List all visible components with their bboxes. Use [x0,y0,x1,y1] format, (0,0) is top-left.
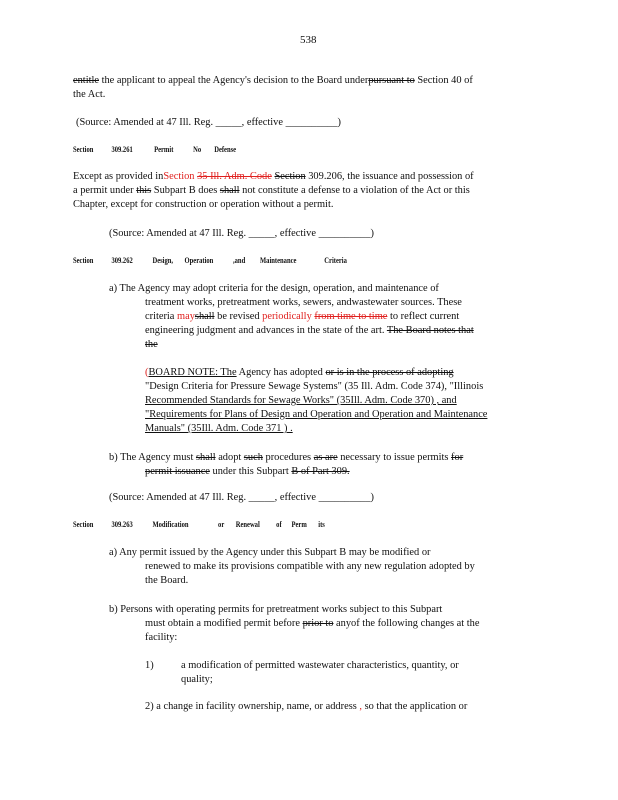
strike-entitle: entitle [73,75,99,86]
pb-line2: permit issuance under this Subpart B of Part 309. [145,466,350,477]
pb2-line2: must obtain a modified permit before prior to anyof the following changes at the [145,618,480,629]
source-note-2: (Source: Amended at 47 Ill. Reg. _____, effective __________) [109,228,374,239]
pa-line2: treatment works, pretreatment works, sewers, andwastewater sources. These [145,297,462,308]
pa2-line1: a) Any permit issued by the Agency under this Subpart B may be modified or [109,547,431,558]
p2-line3: Chapter, except for construction or operation without a permit. [73,199,334,210]
strike-pursuant: pursuant to [368,75,415,86]
p2-line1: Except as provided inSection 35 Ill. Adm. Code Section 309.206, the issuance and possession of [73,171,474,182]
source-note-3: (Source: Amended at 47 Ill. Reg. _____, effective __________) [109,492,374,503]
section-309-263-heading: Section 309.263 Modification or Renewal of Perm its [73,520,325,529]
note-line1: (BOARD NOTE: The Agency has adopted or is in the process of adopting [145,367,454,378]
item1-line1: a modification of permitted wastewater characteristics, quantity, or [181,660,459,671]
pa2-line3: the Board. [145,575,189,586]
pb-line1: b) The Agency must shall adopt such procedures as are necessary to issue permits for [109,452,464,463]
item1-number: 1) [145,660,154,671]
source-note-1: (Source: Amended at 47 Ill. Reg. _____, effective __________) [76,117,341,128]
note-line2: "Design Criteria for Pressure Sewage Systems" (35 Ill. Adm. Code 374), "Illinois [145,381,484,392]
pa-line1: a) The Agency may adopt criteria for the design, operation, and maintenance of [109,283,439,294]
p1-line2: the Act. [73,89,106,100]
p2-line2: a permit under this Subpart B does shall not constitute a defense to a violation of the Act or this [73,185,470,196]
note-line4: "Requirements for Plans of Design and Operation and Operation and Maintenance [145,409,488,420]
pa-line4: engineering judgment and advances in the state of the art. The Board notes that [145,325,474,336]
pa-line5: the [145,339,158,350]
pa2-line2: renewed to make its provisions compatible with any new regulation adopted by [145,561,475,572]
note-line3: Recommended Standards for Sewage Works" (35Ill. Adm. Code 370) , and [145,395,457,406]
p1-line1: entitle the applicant to appeal the Agency's decision to the Board underpursuant to Section 40 of [73,75,473,86]
item2-line1: 2) a change in facility ownership, name, or address , so that the application or [145,701,468,712]
page-number: 538 [300,34,317,46]
section-309-261-heading: Section 309.261 Permit No Defense [73,145,237,154]
item1-line2: quality; [181,674,213,685]
pb2-line3: facility: [145,632,178,643]
section-309-262-heading: Section 309.262 Design, Operation ,and Maintenance Criteria [73,256,347,265]
pa-line3: criteria mayshall be revised periodically from time to time to reflect current [145,311,460,322]
pb2-line1: b) Persons with operating permits for pretreatment works subject to this Subpart [109,604,443,615]
note-line5: Manuals" (35Ill. Adm. Code 371 ) . [145,423,293,434]
